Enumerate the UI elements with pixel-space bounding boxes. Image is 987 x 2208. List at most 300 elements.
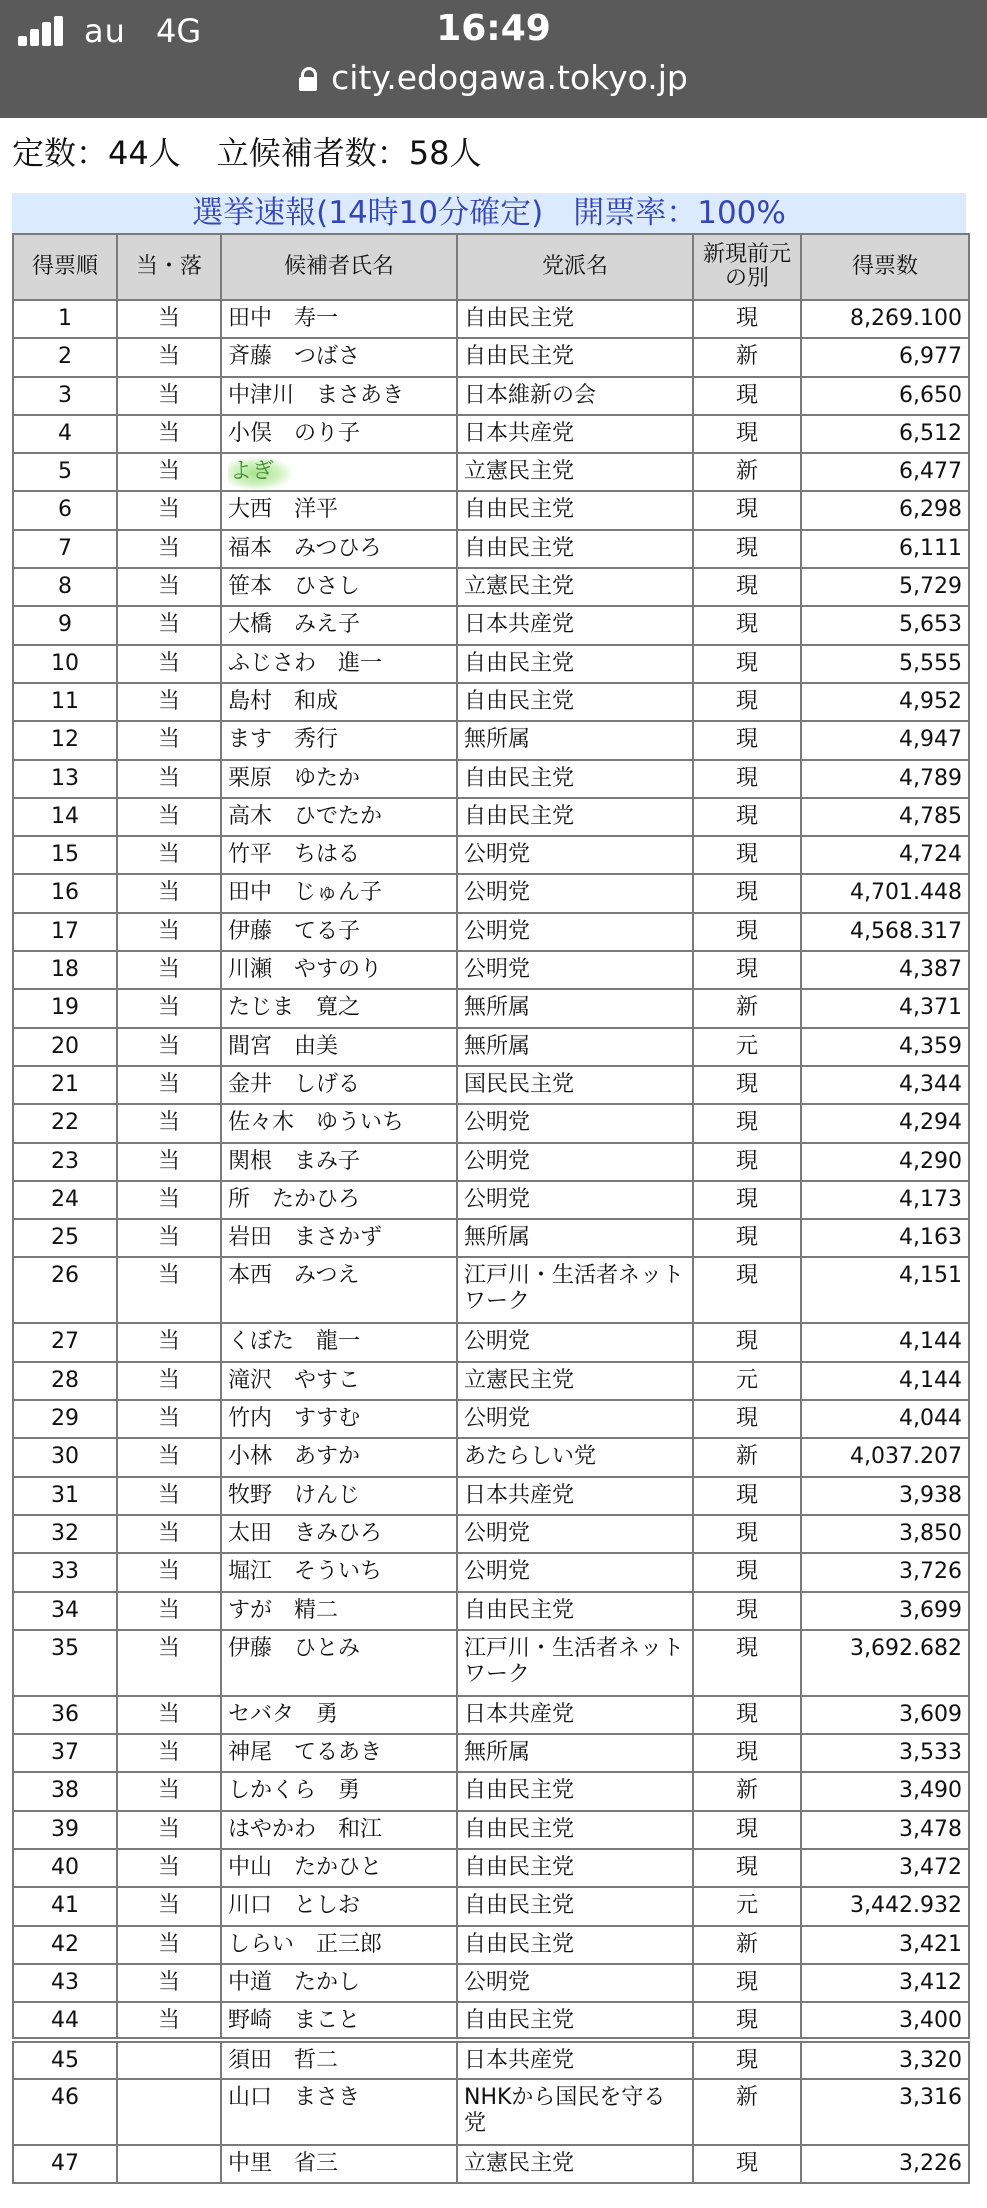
votes-cell: 4,371: [801, 989, 969, 1027]
votes-cell: 6,298: [801, 491, 969, 529]
party-cell: 立憲民主党: [457, 568, 693, 606]
table-row: [13, 874, 969, 912]
status-cell: 現: [693, 721, 801, 759]
candidate-name-cell: 斉藤 つばさ: [221, 338, 457, 376]
rank-cell: 3: [13, 377, 117, 415]
result-cell: 当: [117, 951, 221, 989]
table-row: [13, 530, 969, 568]
status-cell: 現: [693, 1696, 801, 1734]
candidate-name-cell: 所 たかひろ: [221, 1181, 457, 1219]
status-cell: 現: [693, 2145, 801, 2183]
table-row: [13, 1104, 969, 1142]
rank-cell: 45: [13, 2040, 117, 2078]
result-cell: 当: [117, 989, 221, 1027]
status-cell: 現: [693, 1257, 801, 1323]
status-cell: 現: [693, 2040, 801, 2078]
party-cell: 日本共産党: [457, 415, 693, 453]
party-cell: 無所属: [457, 1028, 693, 1066]
candidate-name-cell: 栗原 ゆたか: [221, 760, 457, 798]
party-cell: 立憲民主党: [457, 1362, 693, 1400]
rank-cell: 31: [13, 1477, 117, 1515]
party-cell: 自由民主党: [457, 491, 693, 529]
table-row: [13, 721, 969, 759]
party-cell: 自由民主党: [457, 1772, 693, 1810]
rank-cell: 5: [13, 453, 117, 491]
rank-cell: 41: [13, 1887, 117, 1925]
party-cell: 自由民主党: [457, 798, 693, 836]
candidate-name-cell: しかくら 勇: [221, 1772, 457, 1810]
votes-cell: 3,850: [801, 1515, 969, 1553]
party-cell: 江戸川・生活者ネットワーク: [457, 1630, 693, 1696]
result-cell: 当: [117, 1400, 221, 1438]
result-cell: 当: [117, 874, 221, 912]
votes-cell: 3,400: [801, 2002, 969, 2040]
candidate-name-cell: セバタ 勇: [221, 1696, 457, 1734]
votes-cell: 3,490: [801, 1772, 969, 1810]
network-type: 4G: [156, 12, 202, 50]
result-cell: 当: [117, 1887, 221, 1925]
rank-cell: 22: [13, 1104, 117, 1142]
votes-cell: 4,952: [801, 683, 969, 721]
result-cell: 当: [117, 1257, 221, 1323]
party-cell: 国民民主党: [457, 1066, 693, 1104]
status-cell: 現: [693, 530, 801, 568]
table-row: [13, 1630, 969, 1696]
votes-cell: 4,789: [801, 760, 969, 798]
candidate-name-cell: 牧野 けんじ: [221, 1477, 457, 1515]
election-summary: [12, 128, 481, 174]
table-row: [13, 2002, 969, 2040]
status-cell: 現: [693, 951, 801, 989]
rank-cell: 13: [13, 760, 117, 798]
status-cell: 新: [693, 1438, 801, 1476]
result-cell: 当: [117, 1926, 221, 1964]
status-cell: 現: [693, 645, 801, 683]
header-party: 党派名: [457, 234, 693, 300]
table-row: [13, 1438, 969, 1476]
status-cell: 新: [693, 2079, 801, 2145]
result-cell: 当: [117, 1811, 221, 1849]
candidate-name-cell: 佐々木 ゆういち: [221, 1104, 457, 1142]
result-cell: 当: [117, 645, 221, 683]
rank-cell: 27: [13, 1323, 117, 1361]
status-cell: 現: [693, 1734, 801, 1772]
table-row: [13, 1028, 969, 1066]
rank-cell: 28: [13, 1362, 117, 1400]
candidate-name-cell: 福本 みつひろ: [221, 530, 457, 568]
table-row: [13, 1772, 969, 1810]
candidate-name-cell: 神尾 てるあき: [221, 1734, 457, 1772]
result-cell: 当: [117, 1104, 221, 1142]
candidate-name-cell: 笹本 ひさし: [221, 568, 457, 606]
status-cell: 現: [693, 377, 801, 415]
candidate-name-cell: 中里 省三: [221, 2145, 457, 2183]
candidate-name-cell: 高木 ひでたか: [221, 798, 457, 836]
party-cell: 日本共産党: [457, 1477, 693, 1515]
candidate-name-cell: 小俣 のり子: [221, 415, 457, 453]
rank-cell: 29: [13, 1400, 117, 1438]
table-row: [13, 415, 969, 453]
seats-count: 定数：44人: [12, 134, 181, 172]
result-cell: 当: [117, 1553, 221, 1591]
status-cell: 現: [693, 683, 801, 721]
rank-cell: 18: [13, 951, 117, 989]
candidate-name-cell: 堀江 そういち: [221, 1553, 457, 1591]
votes-cell: 5,729: [801, 568, 969, 606]
party-cell: 日本共産党: [457, 606, 693, 644]
status-cell: 現: [693, 2002, 801, 2040]
status-cell: 現: [693, 1181, 801, 1219]
status-cell: 新: [693, 1772, 801, 1810]
table-row: [13, 1734, 969, 1772]
candidate-name-cell: 小林 あすか: [221, 1438, 457, 1476]
result-cell: 当: [117, 1734, 221, 1772]
party-cell: 自由民主党: [457, 1811, 693, 1849]
votes-cell: 3,442.932: [801, 1887, 969, 1925]
votes-cell: 3,938: [801, 1477, 969, 1515]
result-cell: 当: [117, 1323, 221, 1361]
party-cell: 自由民主党: [457, 645, 693, 683]
url-text: city.edogawa.tokyo.jp: [331, 58, 688, 97]
status-cell: 現: [693, 568, 801, 606]
candidate-name-cell: ます 秀行: [221, 721, 457, 759]
rank-cell: 39: [13, 1811, 117, 1849]
party-cell: 公明党: [457, 1323, 693, 1361]
candidate-name-cell: 島村 和成: [221, 683, 457, 721]
party-cell: 日本共産党: [457, 1696, 693, 1734]
table-row: [13, 1257, 969, 1323]
table-row: [13, 1553, 969, 1591]
party-cell: 公明党: [457, 836, 693, 874]
candidate-name-cell: 川瀬 やすのり: [221, 951, 457, 989]
result-cell: 当: [117, 1477, 221, 1515]
rank-cell: 6: [13, 491, 117, 529]
rank-cell: 24: [13, 1181, 117, 1219]
party-cell: 公明党: [457, 1964, 693, 2002]
status-cell: 現: [693, 1811, 801, 1849]
status-cell: 現: [693, 1964, 801, 2002]
votes-cell: 4,151: [801, 1257, 969, 1323]
rank-cell: 44: [13, 2002, 117, 2040]
votes-cell: 4,037.207: [801, 1438, 969, 1476]
rank-cell: 12: [13, 721, 117, 759]
rank-cell: 19: [13, 989, 117, 1027]
votes-cell: 3,478: [801, 1811, 969, 1849]
result-cell: 当: [117, 1630, 221, 1696]
header-result: 当・落: [117, 234, 221, 300]
candidate-name-cell: 金井 しげる: [221, 1066, 457, 1104]
table-row: [13, 989, 969, 1027]
rank-cell: 26: [13, 1257, 117, 1323]
candidate-name-cell: 田中 じゅん子: [221, 874, 457, 912]
table-row: [13, 1066, 969, 1104]
status-cell: 現: [693, 760, 801, 798]
table-row: [13, 645, 969, 683]
rank-cell: 35: [13, 1630, 117, 1696]
counting-rate: 開票率：100%: [573, 195, 786, 231]
header-rank: 得票順: [13, 234, 117, 300]
candidate-name-cell: 須田 哲二: [221, 2040, 457, 2078]
table-row: [13, 1323, 969, 1361]
status-cell: 現: [693, 1849, 801, 1887]
status-cell: 現: [693, 836, 801, 874]
votes-cell: 4,344: [801, 1066, 969, 1104]
rank-cell: 47: [13, 2145, 117, 2183]
party-cell: 公明党: [457, 1553, 693, 1591]
party-cell: 自由民主党: [457, 760, 693, 798]
votes-cell: 6,512: [801, 415, 969, 453]
rank-cell: 30: [13, 1438, 117, 1476]
votes-cell: 3,609: [801, 1696, 969, 1734]
table-row: [13, 1515, 969, 1553]
status-cell: 現: [693, 606, 801, 644]
rank-cell: 37: [13, 1734, 117, 1772]
votes-cell: 5,653: [801, 606, 969, 644]
votes-cell: 3,320: [801, 2040, 969, 2078]
status-cell: 現: [693, 798, 801, 836]
party-cell: 自由民主党: [457, 1592, 693, 1630]
votes-cell: 3,726: [801, 1553, 969, 1591]
votes-cell: 4,785: [801, 798, 969, 836]
table-row: [13, 760, 969, 798]
candidate-name-cell: しらい 正三郎: [221, 1926, 457, 1964]
lock-icon: [299, 67, 317, 91]
table-row: [13, 606, 969, 644]
candidate-name-cell: 中道 たかし: [221, 1964, 457, 2002]
party-cell: 公明党: [457, 1515, 693, 1553]
result-cell: 当: [117, 760, 221, 798]
votes-cell: 3,472: [801, 1849, 969, 1887]
rank-cell: 36: [13, 1696, 117, 1734]
table-row: [13, 951, 969, 989]
status-cell: 現: [693, 1143, 801, 1181]
table-row: [13, 1592, 969, 1630]
table-row: [13, 377, 969, 415]
rank-cell: 9: [13, 606, 117, 644]
votes-cell: 4,568.317: [801, 913, 969, 951]
party-cell: あたらしい党: [457, 1438, 693, 1476]
table-row: [13, 1219, 969, 1257]
party-cell: 日本維新の会: [457, 377, 693, 415]
table-row: [13, 1400, 969, 1438]
result-cell: 当: [117, 1362, 221, 1400]
result-cell: 当: [117, 913, 221, 951]
results-table: [12, 233, 970, 2184]
party-cell: 公明党: [457, 874, 693, 912]
rank-cell: 33: [13, 1553, 117, 1591]
table-row: [13, 1143, 969, 1181]
result-cell: 当: [117, 1219, 221, 1257]
rank-cell: 20: [13, 1028, 117, 1066]
votes-cell: 4,701.448: [801, 874, 969, 912]
rank-cell: 7: [13, 530, 117, 568]
result-cell: 当: [117, 1438, 221, 1476]
rank-cell: 4: [13, 415, 117, 453]
status-cell: 現: [693, 874, 801, 912]
result-cell: 当: [117, 1066, 221, 1104]
status-cell: 現: [693, 1630, 801, 1696]
status-cell: 新: [693, 1926, 801, 1964]
caption-title: 選挙速報(14時10分確定): [192, 195, 544, 231]
candidate-name-cell: 太田 きみひろ: [221, 1515, 457, 1553]
carrier-name: au: [84, 12, 126, 50]
result-cell: 当: [117, 836, 221, 874]
status-cell: 現: [693, 415, 801, 453]
party-cell: 自由民主党: [457, 1887, 693, 1925]
party-cell: 自由民主党: [457, 2002, 693, 2040]
votes-cell: 3,533: [801, 1734, 969, 1772]
status-cell: 元: [693, 1887, 801, 1925]
result-cell: [117, 2040, 221, 2078]
rank-cell: 25: [13, 1219, 117, 1257]
party-cell: 公明党: [457, 1400, 693, 1438]
party-cell: 無所属: [457, 721, 693, 759]
result-cell: 当: [117, 300, 221, 338]
result-cell: 当: [117, 1143, 221, 1181]
candidate-name-cell: 岩田 まさかず: [221, 1219, 457, 1257]
party-cell: 立憲民主党: [457, 453, 693, 491]
result-cell: 当: [117, 453, 221, 491]
rank-cell: 38: [13, 1772, 117, 1810]
candidate-name-cell: 間宮 由美: [221, 1028, 457, 1066]
result-cell: 当: [117, 1592, 221, 1630]
votes-cell: 4,294: [801, 1104, 969, 1142]
candidate-name-cell: 中津川 まさあき: [221, 377, 457, 415]
status-cell: 現: [693, 1104, 801, 1142]
party-cell: 無所属: [457, 989, 693, 1027]
rank-cell: 15: [13, 836, 117, 874]
votes-cell: 4,163: [801, 1219, 969, 1257]
status-cell: 現: [693, 913, 801, 951]
table-row: [13, 1964, 969, 2002]
status-cell: 元: [693, 1362, 801, 1400]
votes-cell: 3,412: [801, 1964, 969, 2002]
votes-cell: 4,359: [801, 1028, 969, 1066]
result-cell: 当: [117, 683, 221, 721]
rank-cell: 23: [13, 1143, 117, 1181]
votes-cell: 4,173: [801, 1181, 969, 1219]
table-row: [13, 2145, 969, 2183]
votes-cell: 6,977: [801, 338, 969, 376]
result-cell: 当: [117, 530, 221, 568]
table-row: [13, 568, 969, 606]
rank-cell: 8: [13, 568, 117, 606]
party-cell: 公明党: [457, 951, 693, 989]
votes-cell: 3,226: [801, 2145, 969, 2183]
votes-cell: 3,316: [801, 2079, 969, 2145]
status-cell: 新: [693, 453, 801, 491]
table-row: [13, 1181, 969, 1219]
party-cell: 自由民主党: [457, 530, 693, 568]
result-cell: 当: [117, 491, 221, 529]
result-cell: 当: [117, 1849, 221, 1887]
votes-cell: 3,421: [801, 1926, 969, 1964]
candidate-name-cell: 伊藤 てる子: [221, 913, 457, 951]
candidate-name-cell: 田中 寿一: [221, 300, 457, 338]
candidate-name-cell: たじま 寛之: [221, 989, 457, 1027]
candidate-name-cell: 野崎 まこと: [221, 2002, 457, 2040]
votes-cell: 4,290: [801, 1143, 969, 1181]
candidate-name-cell: 関根 まみ子: [221, 1143, 457, 1181]
status-cell: 現: [693, 1219, 801, 1257]
header-status: 新現前元の別: [693, 234, 801, 300]
candidate-name-cell: 中山 たかひと: [221, 1849, 457, 1887]
table-row: [13, 1849, 969, 1887]
table-row: [13, 1696, 969, 1734]
header-name: 候補者氏名: [221, 234, 457, 300]
result-cell: 当: [117, 798, 221, 836]
highlighted-candidate-name: よぎ: [228, 457, 292, 490]
table-row: [13, 836, 969, 874]
status-cell: 現: [693, 491, 801, 529]
party-cell: 自由民主党: [457, 1849, 693, 1887]
result-cell: [117, 2079, 221, 2145]
result-cell: 当: [117, 377, 221, 415]
result-cell: 当: [117, 415, 221, 453]
votes-cell: 4,144: [801, 1323, 969, 1361]
status-cell: 現: [693, 300, 801, 338]
table-row: [13, 300, 969, 338]
table-row: [13, 2040, 969, 2078]
votes-cell: 8,269.100: [801, 300, 969, 338]
party-cell: 自由民主党: [457, 300, 693, 338]
party-cell: 公明党: [457, 1104, 693, 1142]
rank-cell: 1: [13, 300, 117, 338]
candidate-name-cell: 滝沢 やすこ: [221, 1362, 457, 1400]
votes-cell: 4,044: [801, 1400, 969, 1438]
candidate-name-cell: 伊藤 ひとみ: [221, 1630, 457, 1696]
votes-cell: 4,387: [801, 951, 969, 989]
table-row: [13, 338, 969, 376]
votes-cell: 6,477: [801, 453, 969, 491]
result-cell: 当: [117, 1181, 221, 1219]
header-votes: 得票数: [801, 234, 969, 300]
party-cell: 日本共産党: [457, 2040, 693, 2078]
party-cell: 公明党: [457, 1181, 693, 1219]
result-cell: [117, 2145, 221, 2183]
candidate-name-cell: 大西 洋平: [221, 491, 457, 529]
rank-cell: 34: [13, 1592, 117, 1630]
table-row: [13, 1926, 969, 1964]
status-cell: 現: [693, 1553, 801, 1591]
candidate-name-cell: はやかわ 和江: [221, 1811, 457, 1849]
rank-cell: 43: [13, 1964, 117, 2002]
table-row: [13, 1887, 969, 1925]
candidate-name-cell: ふじさわ 進一: [221, 645, 457, 683]
rank-cell: 2: [13, 338, 117, 376]
votes-cell: 4,724: [801, 836, 969, 874]
address-bar[interactable]: [0, 58, 987, 97]
votes-cell: 4,144: [801, 1362, 969, 1400]
table-row: [13, 1811, 969, 1849]
candidate-name-cell: すが 精二: [221, 1592, 457, 1630]
party-cell: 自由民主党: [457, 1926, 693, 1964]
candidate-name-cell: 本西 みつえ: [221, 1257, 457, 1323]
status-cell: 現: [693, 1592, 801, 1630]
votes-cell: 6,111: [801, 530, 969, 568]
result-cell: 当: [117, 568, 221, 606]
table-row: [13, 1477, 969, 1515]
result-cell: 当: [117, 338, 221, 376]
table-row: [13, 453, 969, 491]
results-body: [13, 300, 969, 2183]
status-cell: 現: [693, 1400, 801, 1438]
result-cell: 当: [117, 606, 221, 644]
rank-cell: 32: [13, 1515, 117, 1553]
status-cell: 新: [693, 989, 801, 1027]
votes-cell: 5,555: [801, 645, 969, 683]
rank-cell: 11: [13, 683, 117, 721]
